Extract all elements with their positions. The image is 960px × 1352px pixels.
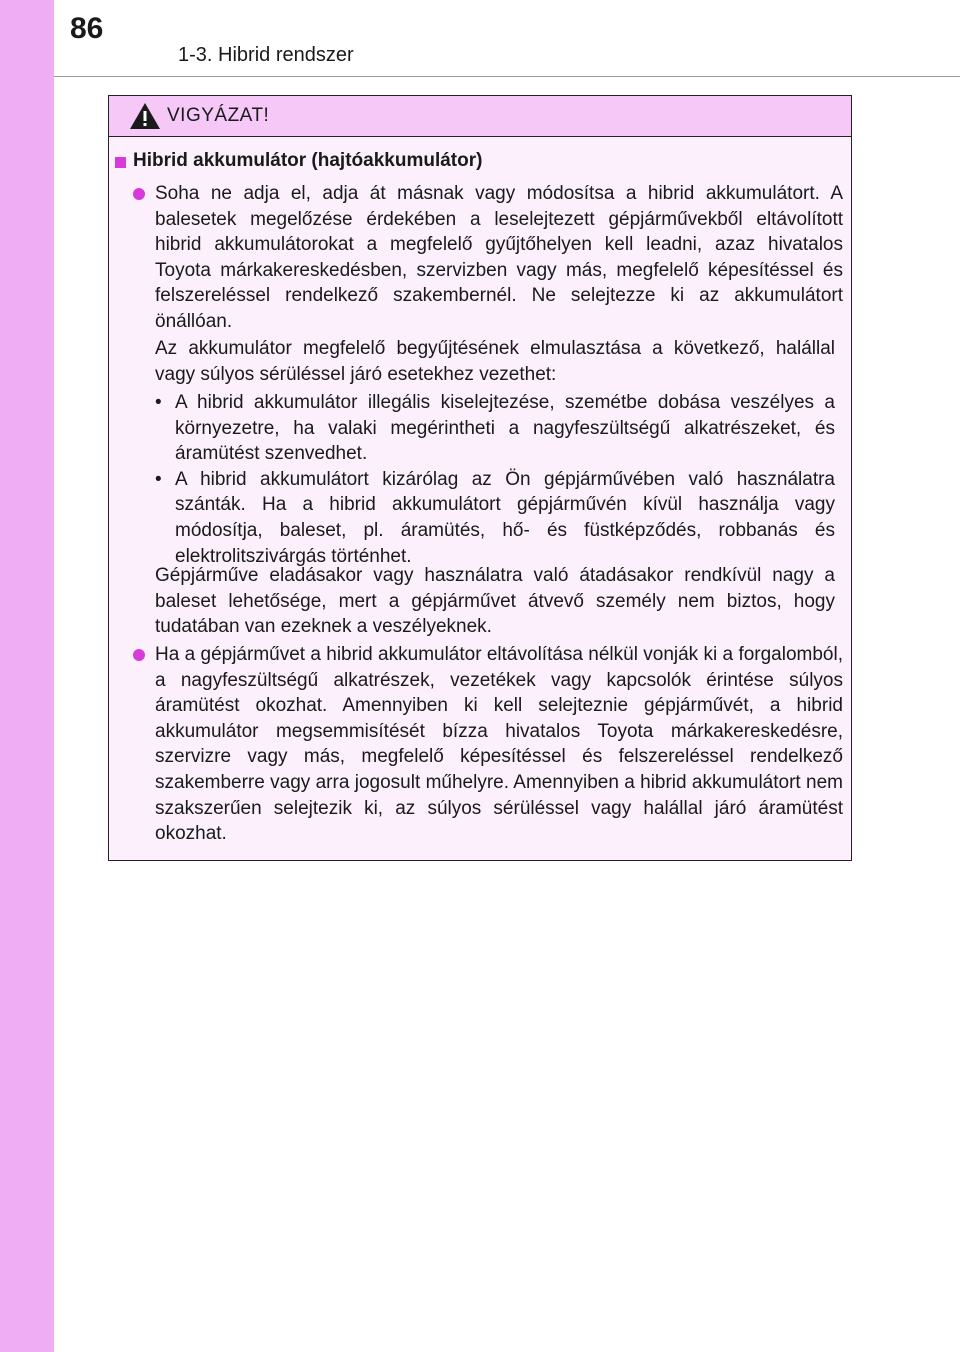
warning-label: VIGYÁZAT! xyxy=(167,105,270,126)
warning-box xyxy=(108,95,852,861)
item1-text: Soha ne adja el, adja át másnak vagy módosítsa a hibrid akkumulátort. A balesetek megelőzése érdekében a leselejtezett gépjárművekből eltávolított hibrid akkumulátorokat a megfelelő gyűjtőhelyen kell leadni, azaz hivatalos Toyota márkakereskedésben, szervizben vagy más, megfelelő képesítéssel és felszereléssel rendelkező szakembernél. Ne selejtezze ki az akkumulátort önállóan. xyxy=(155,183,843,332)
warning-header xyxy=(109,96,851,137)
warning-body xyxy=(109,137,851,860)
warning-heading: Hibrid akkumulátor (hajtóakkumulátor) xyxy=(133,150,483,171)
item1-intro: Az akkumulátor megfelelő begyűjtésének elmulasztása a következő, halállal vagy súlyos sérüléssel járó esetekhez vezethet: xyxy=(155,338,835,385)
list-item: • A hibrid akkumulátor illegális kiselejtezése, szemétbe dobása veszélyes a környezetre, ha valaki megérintheti a nagyfeszültségű alkatrészeket, és áramütést szenvedhet. xyxy=(155,390,835,467)
item2-text: Ha a gépjárművet a hibrid akkumulátor eltávolítása nélkül vonják ki a forgalomból, a nagyfeszültségű alkatrészek, vezetékek vagy kapcsolók érintése súlyos áramütést okozhat. Amennyiben ki kell selejteznie gépjárművét, a hibrid akkumulátor megsemmisítését bízza hivatalos Toyota márkakereskedésre, szervizre vagy más, megfelelő képesítéssel és felszereléssel rendelkező szakemberre vagy arra jogosult műhelyre. Amennyiben a hibrid akkumulátort nem szakszerűen selejtezik ki, az súlyos sérüléssel vagy halállal járó áramütést okozhat. xyxy=(155,644,843,845)
square-bullet-icon xyxy=(115,157,126,168)
page-number: 86 xyxy=(70,12,104,45)
round-bullet-icon xyxy=(133,188,145,200)
section-title: 1-3. Hibrid rendszer xyxy=(178,44,354,66)
side-color-strip xyxy=(0,0,54,1352)
list-item: • A hibrid akkumulátort kizárólag az Ön gépjárművében való használatra szánták. Ha a hibrid akkumulátort gépjárművén kívül használja vagy módosítja, baleset, pl. áramütés, hő- és füstképződés, robbanás és elektrolitszivárgás történhet. xyxy=(155,467,835,569)
item1-bullet-list xyxy=(155,390,835,569)
warning-triangle-icon xyxy=(129,102,161,130)
round-bullet-icon xyxy=(133,649,145,661)
header-divider xyxy=(54,76,960,77)
item1-closing: Gépjárműve eladásakor vagy használatra való átadásakor rendkívül nagy a baleset lehetősége, mert a gépjárművet átvevő személy nem biztos, hogy tudatában van ezeknek a veszélyeknek. xyxy=(155,565,835,638)
